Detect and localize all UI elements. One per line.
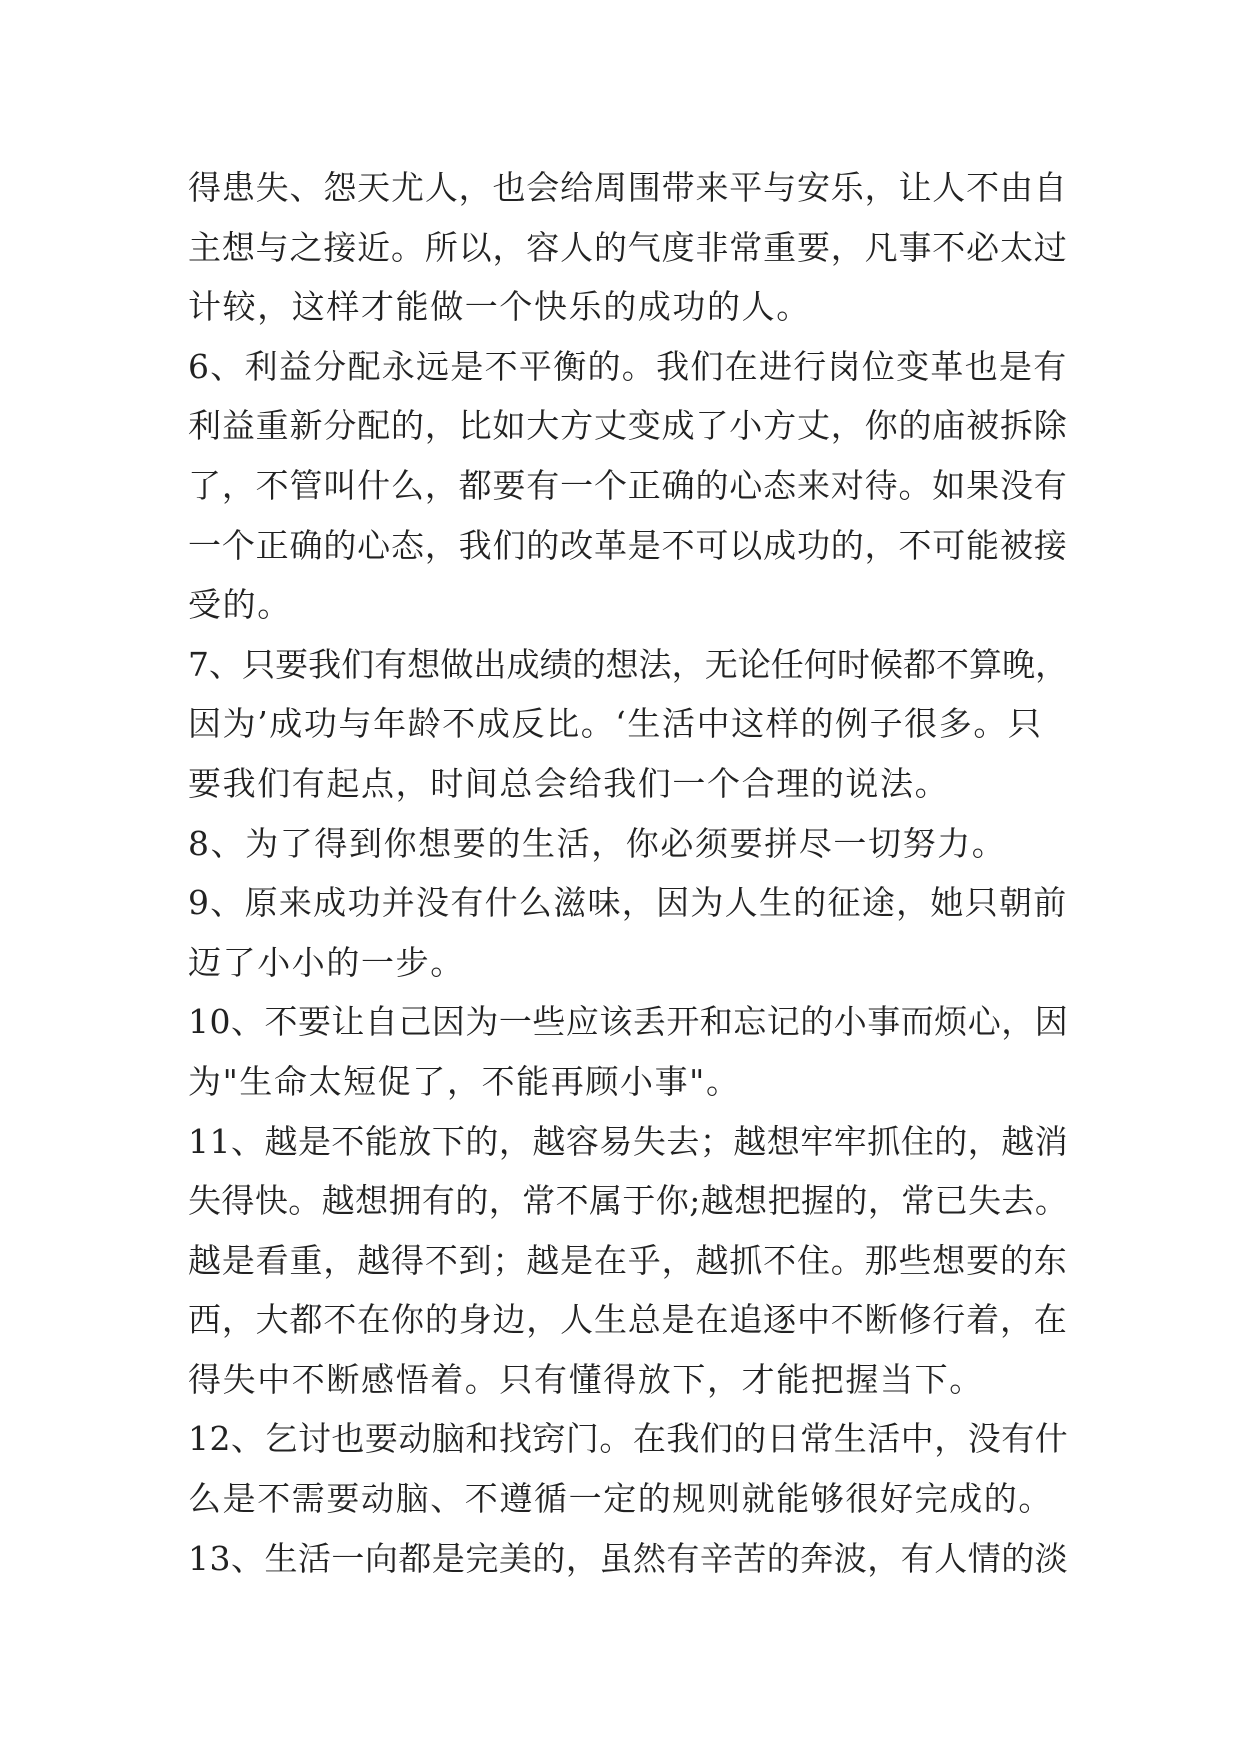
text-line: 得患失、怨天尤人，也会给周围带来平与安乐，让人不由自 bbox=[188, 168, 1068, 207]
text-line: 10、不要让自己因为一些应该丢开和忘记的小事而烦心，因 bbox=[188, 1002, 1069, 1042]
text-line: 因为’成功与年龄不成反比。‘生活中这样的例子很多。只 bbox=[188, 704, 1043, 744]
text-line: 主想与之接近。所以，容人的气度非常重要，凡事不必太过 bbox=[188, 227, 1068, 267]
text-line: 13、生活一向都是完美的，虽然有辛苦的奔波，有人情的淡 bbox=[188, 1538, 1069, 1578]
text-line: 11、越是不能放下的，越容易失去；越想牢牢抓住的，越消 bbox=[188, 1121, 1069, 1161]
text-line: 了，不管叫什么，都要有一个正确的心态来对待。如果没有 bbox=[188, 465, 1068, 505]
text-line: 利益重新分配的，比如大方丈变成了小方丈，你的庙被拆除 bbox=[188, 406, 1068, 446]
text-line: 12、乞讨也要动脑和找窍门。在我们的日常生活中，没有什 bbox=[188, 1419, 1069, 1459]
text-line: 越是看重，越得不到；越是在乎，越抓不住。那些想要的东 bbox=[188, 1240, 1068, 1280]
text-line: 要我们有起点，时间总会给我们一个合理的说法。 bbox=[188, 763, 950, 803]
text-line: 得失中不断感悟着。只有懂得放下，才能把握当下。 bbox=[188, 1359, 984, 1399]
text-line: 9、原来成功并没有什么滋味，因为人生的征途，她只朝前 bbox=[188, 883, 1068, 923]
text-line: 7、只要我们有想做出成绩的想法，无论任何时候都不算晚， bbox=[188, 644, 1069, 684]
text-line: 失得快。越想拥有的，常不属于你;越想把握的，常已失去。 bbox=[188, 1181, 1069, 1221]
text-line: 一个正确的心态，我们的改革是不可以成功的，不可能被接 bbox=[188, 525, 1068, 565]
text-line: 8、为了得到你想要的生活，你必须要拼尽一切努力。 bbox=[188, 823, 1007, 863]
text-line: 受的。 bbox=[188, 585, 292, 625]
text-line: 么是不需要动脑、不遵循一定的规则就能够很好完成的。 bbox=[188, 1479, 1053, 1519]
text-line: 为"生命太短促了，不能再顾小事"。 bbox=[188, 1061, 741, 1101]
text-line: 6、利益分配永远是不平衡的。我们在进行岗位变革也是有 bbox=[188, 346, 1068, 386]
text-line: 迈了小小的一步。 bbox=[188, 942, 465, 982]
text-line: 西，大都不在你的身边，人生总是在追逐中不断修行着，在 bbox=[188, 1300, 1068, 1340]
body-text bbox=[188, 158, 1068, 1588]
text-line: 计较，这样才能做一个快乐的成功的人。 bbox=[188, 287, 811, 327]
